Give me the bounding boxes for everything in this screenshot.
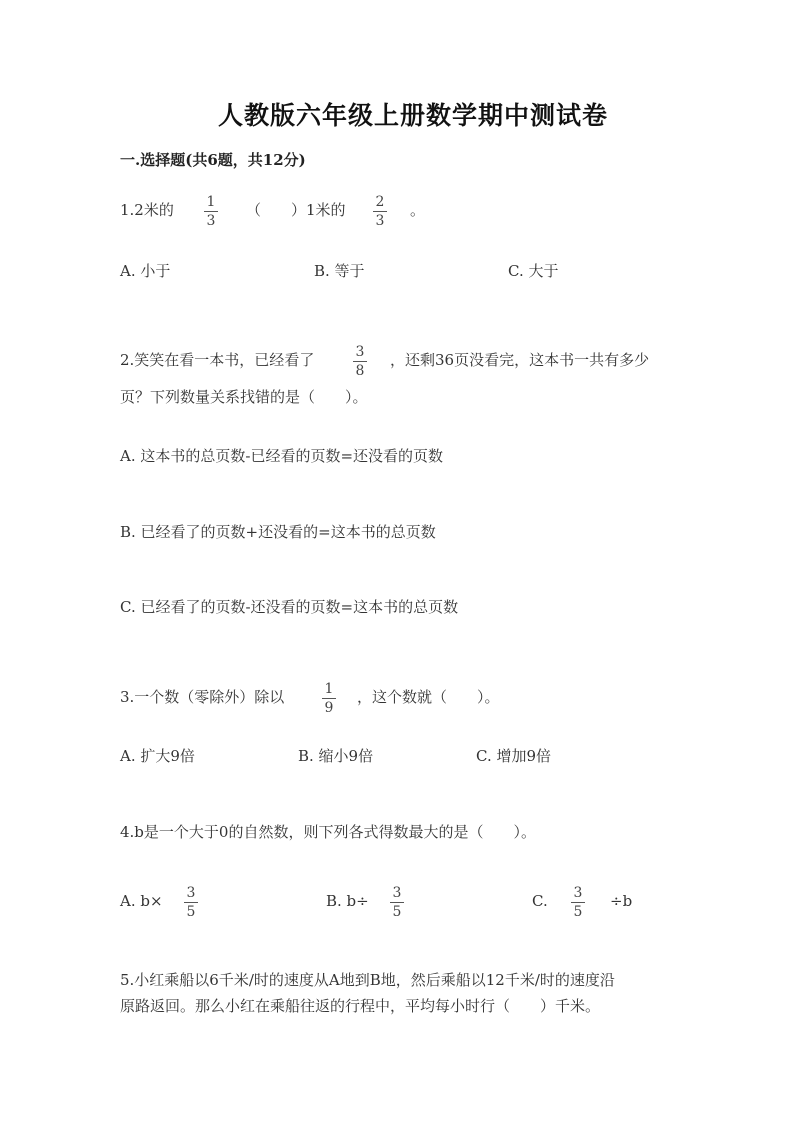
fraction-bar <box>322 698 336 699</box>
q4-option-b-text: B. b÷ <box>326 892 369 910</box>
q4-option-c-suffix: ÷b <box>610 892 633 910</box>
section-heading: 一.选择题(共6题，共12分) <box>120 151 306 169</box>
fraction-denominator: 5 <box>573 904 583 920</box>
fraction-bar <box>204 211 218 212</box>
q1-fraction-1 <box>204 194 218 229</box>
fraction-denominator: 8 <box>355 363 365 379</box>
q4-option-c-text: C. <box>532 892 548 910</box>
q1-stem-end: 。 <box>410 201 426 219</box>
fraction-denominator: 5 <box>186 904 196 920</box>
fraction-numerator: 2 <box>375 194 385 210</box>
q1-fraction-2 <box>373 194 387 229</box>
q2-option-b: B. 已经看了的页数+还没看的=这本书的总页数 <box>120 523 436 541</box>
q2-stem-post: ，还剩36页没看完，这本书一共有多少 <box>390 351 650 369</box>
q3-stem-pre: 3.一个数（零除外）除以 <box>120 688 285 706</box>
q1-option-c: C. 大于 <box>508 262 559 280</box>
fraction-numerator: 3 <box>392 885 402 901</box>
fraction-denominator: 3 <box>375 213 385 229</box>
q2-option-a: A. 这本书的总页数-已经看的页数=还没看的页数 <box>120 447 444 465</box>
q4-stem: 4.b是一个大于0的自然数，则下列各式得数最大的是（ ）。 <box>120 823 536 841</box>
q1-stem-mid: （ ）1米的 <box>246 201 346 219</box>
fraction-numerator: 3 <box>355 344 365 360</box>
q5-stem-line2: 原路返回。那么小红在乘船往返的行程中，平均每小时行（ ）千米。 <box>120 997 601 1015</box>
page-title: 人教版六年级上册数学期中测试卷 <box>218 101 609 130</box>
q4-option-b-fraction <box>390 885 404 920</box>
fraction-numerator: 1 <box>324 681 334 697</box>
q4-option-c-fraction <box>571 885 585 920</box>
q3-fraction <box>322 681 336 716</box>
q3-stem-post: ，这个数就（ ）。 <box>357 688 500 706</box>
q2-stem-pre: 2.笑笑在看一本书，已经看了 <box>120 351 315 369</box>
fraction-numerator: 3 <box>186 885 196 901</box>
fraction-bar <box>184 902 198 903</box>
fraction-bar <box>571 902 585 903</box>
fraction-numerator: 1 <box>206 194 216 210</box>
q4-option-a-text: A. b× <box>120 892 163 910</box>
q3-option-b: B. 缩小9倍 <box>298 747 374 765</box>
q5-stem-line1: 5.小红乘船以6千米/时的速度从A地到B地，然后乘船以12千米/时的速度沿 <box>120 971 615 989</box>
q2-stem-line2: 页？下列数量关系找错的是（ ）。 <box>120 388 368 406</box>
q1-stem-pre: 1.2米的 <box>120 201 174 219</box>
q3-option-a: A. 扩大9倍 <box>120 747 195 765</box>
fraction-bar <box>390 902 404 903</box>
fraction-numerator: 3 <box>573 885 583 901</box>
fraction-denominator: 3 <box>206 213 216 229</box>
q1-option-b: B. 等于 <box>314 262 365 280</box>
fraction-denominator: 5 <box>392 904 402 920</box>
q2-fraction <box>353 344 367 379</box>
q4-option-a-fraction <box>184 885 198 920</box>
fraction-bar <box>373 211 387 212</box>
q2-option-c: C. 已经看了的页数-还没看的页数=这本书的总页数 <box>120 598 459 616</box>
q1-option-a: A. 小于 <box>120 262 171 280</box>
q3-option-c: C. 增加9倍 <box>476 747 552 765</box>
fraction-denominator: 9 <box>324 700 334 716</box>
fraction-bar <box>353 361 367 362</box>
